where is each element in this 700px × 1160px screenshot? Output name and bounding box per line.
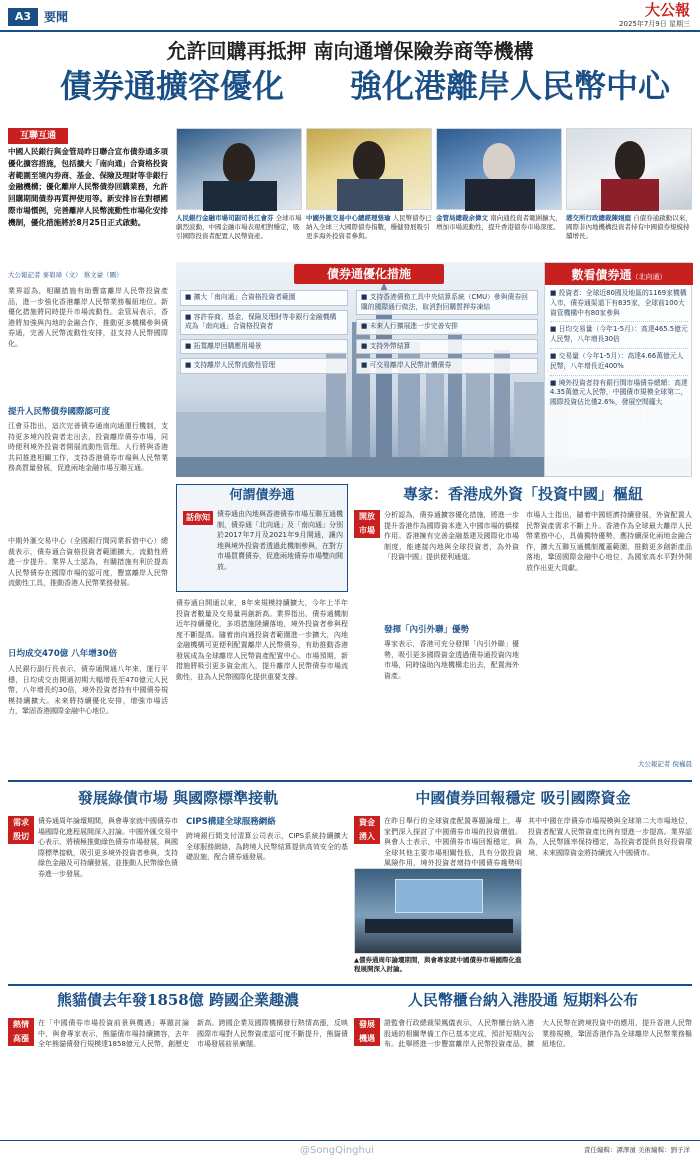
measure-text: 可交易離岸人民幣計價債券 — [369, 361, 452, 369]
caption-text: 南向通投資者範圍擴大，增加市場流動性，提升香港債券市場深度。 — [436, 214, 562, 231]
speaker-photo — [436, 128, 562, 210]
tag-line-1: 需求 — [8, 816, 34, 830]
forum-photo — [354, 868, 522, 954]
lead-body-2: 江會芬指出，這次完善債券通南向通運行機制，支持更多境內投資者走出去，投資離岸債券市場，同時便利境外投資者開展流動性管理。人行將與香港共同推進相關工作，支持香港債券市場與人民幣業務高質量發展，促進兩地金融市場互聯互通。 — [8, 422, 168, 472]
measure-text: 支持離岸人民幣流動性管理 — [193, 361, 276, 369]
measures-left — [180, 290, 348, 378]
photo-caption — [566, 214, 692, 258]
feature-col1: 分析認為，債券通擴容優化措施，將進一步提升香港作為國際資本進入中國市場的橋樑作用。香港擁有完善金融基建及國際化市場制度，能連接內地與全球投資者，為外資「投資中國」提供便利通道。 — [384, 511, 519, 561]
headline-kicker: 允許回購再抵押 南向通增保險券商等機構 — [166, 39, 534, 63]
lead-byline: 大公報記者 麥碧瑋（文） 蔡文豪（圖） — [8, 271, 123, 279]
forum-photo-caption: ▲債券通周年論壇期間，與會專家就中國債券市場國際化進程展開深入討論。 — [354, 956, 522, 973]
tag-line-2: 湧入 — [354, 830, 380, 844]
page-header — [0, 0, 700, 32]
podium — [465, 179, 535, 211]
green-title: 發展綠債市場 與國際標準接軌 — [77, 789, 279, 807]
measure-item: ■ 支持香港債務工具中央結算系統（CMU）參與債券回購的國際通行做法，取消對回購質押券凍結 — [356, 290, 538, 315]
photo-caption — [306, 214, 432, 258]
forum-screen — [395, 879, 483, 913]
date-text: 2025年7月9日 — [619, 20, 667, 28]
weekday-text: 星期三 — [669, 20, 690, 28]
measures-right — [356, 290, 538, 378]
measure-text: 支持外幣結算 — [369, 341, 411, 350]
counter-tag — [354, 1018, 380, 1046]
lead-section — [8, 128, 168, 683]
feature-subhead: 發揮「內引外聯」優勢 — [384, 625, 470, 635]
avatar — [353, 141, 385, 181]
measure-text: 支持香港債務工具中央結算系統（CMU）參與債券回購的國際通行做法，取消對回購質押券凍結 — [361, 293, 528, 311]
caption-text: 自債券通啟動以來，國際非內地機構投資者持有中國債券規模持續增長。 — [566, 214, 692, 240]
green-section — [8, 788, 348, 980]
explain-title: 何謂債券通 — [229, 488, 295, 503]
stats-subtitle: （北向通） — [631, 273, 667, 281]
measure-item: ■ 未來人行擴展進一步完善安排 — [356, 319, 538, 335]
middle-column-text: 債券通自開通以來，8年來規模持續擴大，今年上半年投資者數量及交易量再創新高。業界指出，債券通機制近年持續優化，多項措施陸續落地，境外投資者參與程度不斷提高。隨着南向通投資者範圍進一步擴大，內地金融機構可更便利配置離岸人民幣債券，有助推動香港發展成為全球離岸人民幣資產配置中心。市場預期，新措施將吸引更多資金流入，提升離岸人民幣債券市場流動性，並為人民幣國際化提供重要支撐。 — [176, 599, 348, 681]
feature-tag — [354, 510, 380, 538]
bond-report-section — [354, 788, 692, 980]
stat-text: 日均交易量（今年1-5月）：高達465.5億元人民幣，八年增長30倍 — [550, 325, 688, 344]
page-date — [619, 19, 690, 29]
speaker-photo — [566, 128, 692, 210]
tag-line-1: 資金 — [354, 816, 380, 830]
green-subhead: CIPS構建全球服務網絡 — [186, 817, 276, 827]
stat-item: ■ 投資者：全球近80國及地區的1169家機構入市，債券通渠道下有835家，全球前100大資管機構中有80家參與 — [550, 289, 688, 322]
measures-title: 債券通優化措施 — [294, 264, 444, 284]
counter-section — [354, 990, 692, 1135]
bond-report-text: 在昨日舉行的全球資產配置專題論壇上，專家們深入探討了中國債券市場的投資價值。與會人士表示，中國債券市場回報穩定，與全球其他主要市場相關性低，具有分散投資風險作用，境外投資者增持中國債券趨勢明 — [384, 817, 522, 867]
caption-text: 人民幣債券已納入全球三大國際債券指數，穩健發展吸引更多海外投資者參與。 — [306, 214, 432, 240]
section-divider — [8, 984, 692, 986]
measure-item: ■ 容許券商、基金、保險及理財等非銀行金融機構成為「南向通」合資格投資者 — [180, 310, 348, 335]
caption-name: 港交所行政總裁陳翊庭 — [566, 214, 631, 222]
measure-item: ■ 可交易離岸人民幣計價債券 — [356, 358, 538, 374]
photo-card-1 — [176, 128, 302, 258]
caption-text: 全球市場劇烈波動，中國金融市場表現相對穩定，吸引國際投資者配置人民幣資產。 — [176, 214, 302, 240]
caption-name: 金管局總裁余偉文 — [436, 214, 488, 222]
lead-tag: 互聯互通 — [8, 128, 68, 144]
measure-item: ■ 拓寬離岸回購應用場景 — [180, 339, 348, 355]
photo-card-3 — [436, 128, 562, 258]
lead-body: 業界認為，相關措施有助豐富離岸人民幣投資產品，進一步強化香港離岸人民幣業務樞紐地位。新優化措施將同時提升市場流動性。金管局表示，香港將加強與內地的金融合作，推動更多機構參與債券通，完善人民幣流動性安排，並支持人民幣國際化。 — [8, 287, 168, 348]
stat-item: ■ 日均交易量（今年1-5月）：高達465.5億元人民幣，八年增長30倍 — [550, 325, 688, 349]
stat-text: 交易量（今年1-5月）：高達4.66萬億元人民幣，八年增長近400% — [550, 351, 684, 370]
tag-line-1: 開放 — [354, 510, 380, 524]
lead-text: 中國人民銀行與金管局昨日聯合宣布債券通多項優化擴容措施，包括擴大「南向通」合資格投資者範圍至境內券商、基金、保險及理財等非銀行金融機構；優化離岸人民幣債券回購業務，允許回購期間債券再質押使用等。新安排旨在對標國際市場慣例，完善離岸人民幣流動性市場化安排機制，優化措施將於8月25日正式啟動。 — [8, 147, 168, 227]
explain-text: 債券通由內地與香港債券市場互聯互通機制，債券通「北向通」及「南向通」分別於2017年7月及2021年9月開通，讓內地與境外投資者透過此機制參與，在對方市場買賣債券，促進兩地債券市場雙向開放。 — [217, 510, 343, 571]
green-text-2: 跨境銀行間支付清算公司表示，CIPS系統持續擴大全球服務網絡，為跨境人民幣結算提供高效安全的基礎設施，配合債券通發展。 — [186, 832, 348, 861]
bond-report-text-2: 其中中國在岸債券市場規模與全球第二大市場地位，投資者配置人民幣資產比例有望進一步提高。業界認為，人民幣匯率保持穩定，為投資者提供良好投資環境，未來國際資金將持續流入中國債市。 — [528, 817, 692, 857]
stats-list — [550, 289, 688, 408]
caption-name: 中國外匯交易中心總經理張瑜 — [306, 214, 391, 222]
editor-credit: 責任編輯：譚澤濱 美術編輯：劉子洋 — [583, 1146, 690, 1154]
tag-line-2: 高漲 — [8, 1032, 34, 1046]
watermark: @SongQinghui — [300, 1145, 374, 1156]
speaker-photo — [176, 128, 302, 210]
feature-col1b: 專家表示，香港可充分發揮「內引外聯」優勢，吸引更多國際資金透過債券通投資內地市場，同時協助內地機構走出去，配置海外資產。 — [384, 640, 519, 680]
photo-card-2 — [306, 128, 432, 258]
feature-section — [354, 484, 692, 774]
bond-report-title: 中國債券回報穩定 吸引國際資金 — [415, 789, 631, 807]
newspaper-logo: 大公報 — [644, 1, 690, 19]
measure-text: 容許券商、基金、保險及理財等非銀行金融機構成為「南向通」合資格投資者 — [185, 312, 337, 330]
stat-text: 境外投資者持有銀行間市場債券總額：高達4.35萬億元人民幣，中國債市規模全球第二，國際投資佔比僅2.6%，發展空間龐大 — [550, 378, 688, 407]
counter-text: 證監會行政總裁梁鳳儀表示，人民幣櫃台納入港股通的相關準備工作已基本完成，預計短期內公布。此舉將進一步豐富離岸人民幣投資產品，擴大人民幣在跨境投資中的應用，提升香港人民幣業務規模，鞏固香港作為全球離岸人民幣業務樞紐地位。 — [384, 1019, 692, 1048]
section-label: 要聞 — [44, 10, 69, 24]
forum-stage — [365, 919, 513, 933]
tag-line-2: 機遇 — [354, 1032, 380, 1046]
feature-byline: 大公報記者 倪巍晨 — [637, 760, 692, 768]
lead-subhead-2: 日均成交470億 八年增30倍 — [8, 649, 118, 659]
panda-tag — [8, 1018, 34, 1046]
podium — [203, 181, 277, 211]
section-divider — [8, 780, 692, 782]
page-number: A3 — [8, 8, 38, 26]
measure-item: ■ 支持離岸人民幣流動性管理 — [180, 358, 348, 374]
measure-text: 未來人行擴展進一步完善安排 — [369, 322, 458, 330]
speaker-photo — [306, 128, 432, 210]
photo-caption — [436, 214, 562, 258]
feature-col2: 市場人士指出，隨着中國經濟持續發展，外資配置人民幣資產需求不斷上升。香港作為全球最大離岸人民幣業務中心，具備獨特優勢，應持續深化兩地金融合作，擴大互聯互通機制覆蓋範圍，推動更多創新產品落地，鞏固國際金融中心地位，為國家高水平對外開放作出更大貢獻。 — [526, 511, 692, 572]
photo-card-4 — [566, 128, 692, 258]
panda-title: 熊貓債去年發1858億 跨國企業趣濃 — [57, 991, 299, 1009]
explain-tag: 話你知 — [183, 511, 213, 525]
feature-title: 專家：香港成外資「投資中國」樞紐 — [402, 485, 643, 503]
stats-title: 數看債券通 — [571, 268, 632, 282]
measure-item: ■ 擴大「南向通」合資格投資者範圍 — [180, 290, 348, 306]
stat-item: ■ 交易量（今年1-5月）：高達4.66萬億元人民幣，八年增長近400% — [550, 352, 688, 376]
headline-right: 強化港離岸人民幣中心 — [349, 67, 670, 105]
podium — [601, 179, 659, 211]
panda-text: 在「中國債券市場投資前景與機遇」專題討論中，與會專家表示，熊貓債市場持續擴容，去年全年熊貓債發行規模達1858億元人民幣，創歷史新高。跨國企業及國際機構發行熱情高漲，反映國際市場對人民幣資產認可度不斷提升，熊貓債市場發展前景廣闊。 — [38, 1019, 348, 1048]
measure-text: 擴大「南向通」合資格投資者範圍 — [193, 293, 296, 301]
tag-line-2: 市場 — [354, 524, 380, 538]
headline-left: 債券通擴容優化 — [59, 67, 284, 105]
panda-section — [8, 990, 348, 1135]
bond-report-tag — [354, 816, 380, 844]
tag-line-1: 熱情 — [8, 1018, 34, 1032]
photo-row — [176, 128, 692, 258]
lead-body-4: 人民銀行副行長表示，債券通開通八年來，運行平穩，日均成交由開通初期大幅增長至470億元人民幣，八年增長約30倍，境外投資者持有中國債券規模持續擴大。未來將持續優化安排，增強市場活力，鞏固香港國際金融中心地位。 — [8, 665, 168, 715]
tag-line-1: 發展 — [354, 1018, 380, 1032]
tag-line-2: 殷切 — [8, 830, 34, 844]
measure-text: 拓寬離岸回購應用場景 — [193, 341, 262, 350]
avatar — [483, 143, 515, 181]
stats-box — [544, 262, 692, 477]
photo-caption — [176, 214, 302, 258]
lead-body-3: 中期外滙交易中心（全國銀行間同業拆借中心）總裁表示，債券通合資格投資者範圍擴大，流動性將進一步提升。業界人士認為，有關措施有利於提高人民幣債券在國際市場的認可度，豐富離岸人民幣流動性工具，推動香港人民幣業務發展。 — [8, 537, 168, 587]
counter-title: 人民幣櫃台納入港股通 短期料公布 — [407, 991, 639, 1009]
green-tag — [8, 816, 34, 844]
podium — [337, 179, 403, 211]
explain-box — [176, 484, 348, 592]
measure-item: ■ 支持外幣結算 — [356, 339, 538, 355]
caption-name: 人民銀行金融市場司副司長江會芬 — [176, 214, 274, 222]
avatar — [223, 143, 255, 183]
stat-item: ■ 境外投資者持有銀行間市場債券總額：高達4.35萬億元人民幣，中國債市規模全球第二，國際投資佔比僅2.6%，發展空間龐大 — [550, 378, 688, 407]
stat-text: 投資者：全球近80國及地區的1169家機構入市，債券通渠道下有835家，全球前100大資管機構中有80家參與 — [550, 289, 687, 317]
page-footer — [0, 1140, 700, 1160]
green-text: 債券通周年論壇期間，與會專家就中國債券市場國際化進程展開深入討論。中國外匯交易中心表示，將積極推動綠色債券市場發展，與國際標準接軌，吸引更多境外投資者參與，支持綠色金融及可持續發展，並推動人民幣綠色債券進一步發展。 — [38, 817, 178, 878]
avatar — [615, 141, 645, 181]
lead-subhead-1: 提升人民幣債券國際認可度 — [8, 407, 111, 417]
stats-heading — [545, 263, 693, 285]
